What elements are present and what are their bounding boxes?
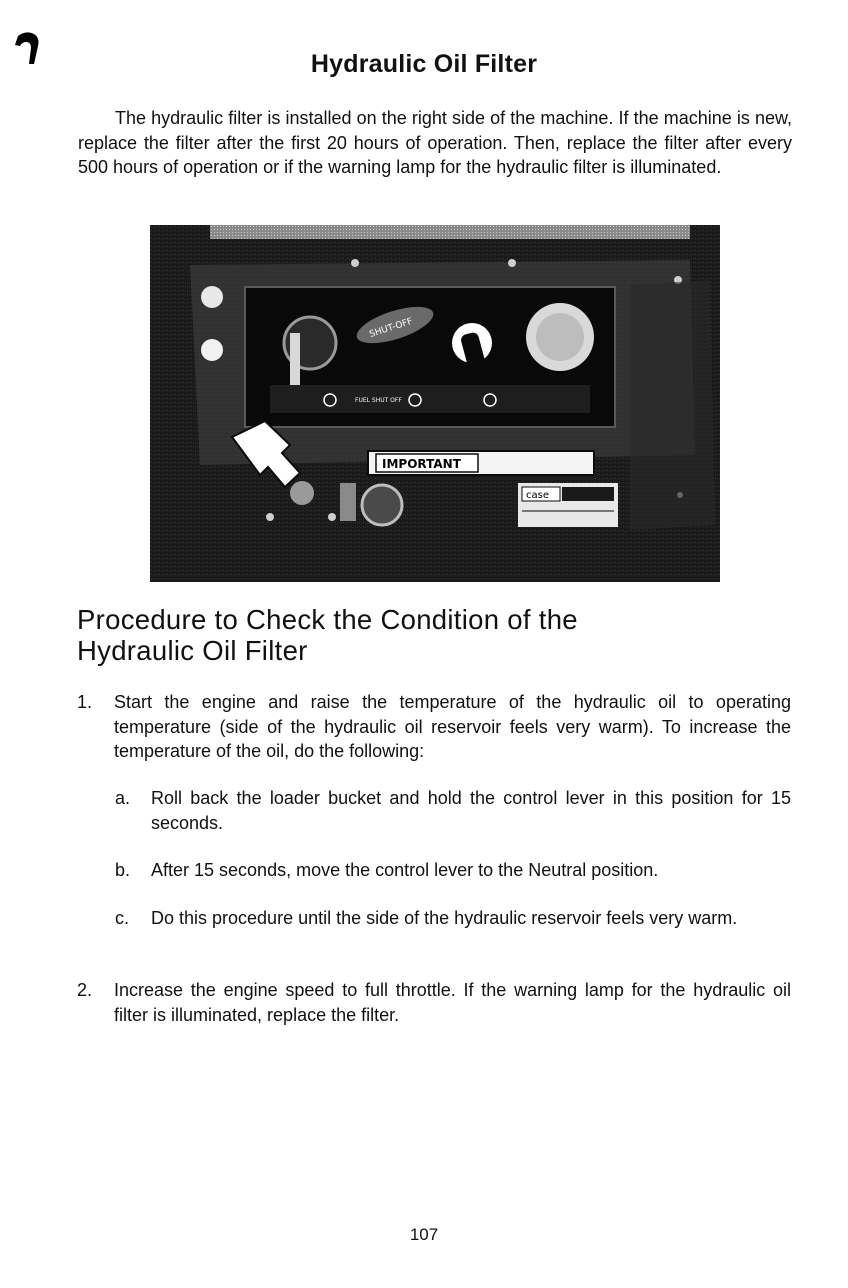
- case-brand-label: case: [526, 490, 549, 501]
- procedure-heading: [77, 604, 777, 666]
- step-1-text: Start the engine and raise the temperature of the hydraulic oil to operating temperature (side of the hydraulic oil reservoir feels very warm). To increase the temperature of the oil, do the following:: [114, 692, 791, 761]
- substep-a-text: Roll back the loader bucket and hold the control lever in this position for 15 seconds.: [151, 788, 791, 833]
- substep-c-marker: c.: [115, 908, 130, 928]
- substep-b-marker: b.: [115, 860, 131, 880]
- instrument-panel-photo: [150, 225, 720, 582]
- procedure-heading-line-1: Procedure to Check the Condition of the: [77, 604, 578, 635]
- step-1-marker: 1.: [77, 692, 93, 712]
- page-number: 107: [409, 1225, 439, 1244]
- step-2-text: Increase the engine speed to full throttle. If the warning lamp for the hydraulic oil filter is illuminated, replace the filter.: [114, 980, 791, 1025]
- procedure-heading-line-2: Hydraulic Oil Filter: [77, 635, 308, 666]
- substep-a-marker: a.: [115, 788, 131, 808]
- fuel-shut-off-label: FUEL SHUT OFF: [355, 397, 402, 404]
- step-2-marker: 2.: [77, 980, 93, 1000]
- substep-b-text: After 15 seconds, move the control lever to the Neutral position.: [151, 860, 659, 880]
- substep-c-text: Do this procedure until the side of the hydraulic reservoir feels very warm.: [151, 908, 738, 928]
- important-label: IMPORTANT: [382, 457, 461, 471]
- page-title: Hydraulic Oil Filter: [310, 50, 538, 78]
- intro-paragraph: The hydraulic filter is installed on the right side of the machine. If the machine is new, replace the filter after the first 20 hours of operation. Then, replace the filter after every 500 hours of operation or if the warning lamp for the hydraulic filter is illuminated.: [78, 108, 792, 177]
- shut-off-label: SHUT-OFF: [368, 316, 414, 341]
